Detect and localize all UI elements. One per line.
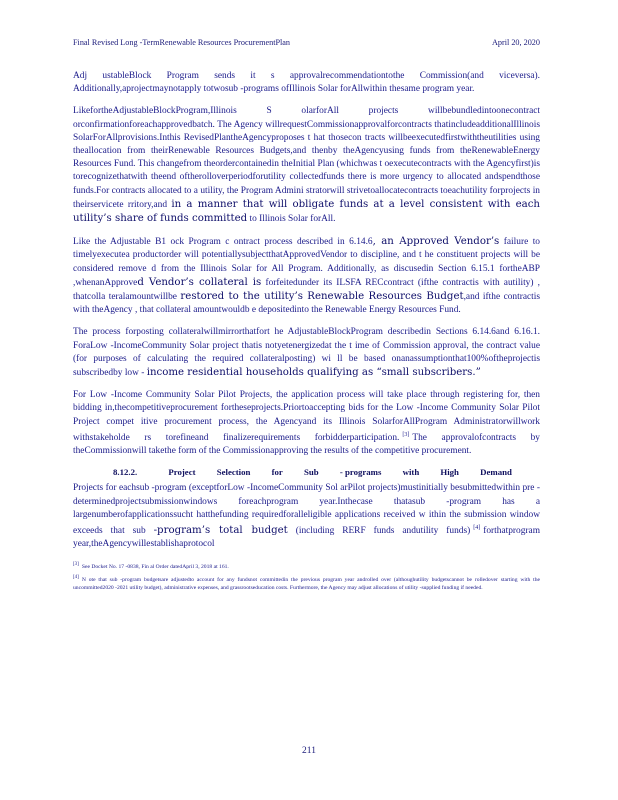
- heading-word: Project: [168, 467, 196, 478]
- heading-word: Selection: [216, 467, 251, 478]
- paragraph-6-text-b: (including RERF funds andutility funds): [295, 526, 471, 537]
- paragraph-5-text-a: For Low -Income Community Solar Pilot Projects, the application process will take place through registering for, then bidding in,thecompetitiveprocurement fortheseprojects.Priortoaccepting bids for the Low -Income Community Solar Pilot Project compet itive procurement process, the Agencyand its Illinois SolarforAllProgram Administratorwillwork withstakeholde rs torefineand finalizerequirements forbidderparticipation.: [73, 390, 540, 443]
- header-title: Final Revised Long -TermRenewable Resources ProcurementPlan: [73, 38, 291, 47]
- footnote-3-text: See Docket No. 17 -0838, Fin al Order datedApril 3, 2018 at 161.: [81, 563, 229, 570]
- heading-word: Sub: [303, 467, 319, 478]
- paragraph-2-large-text: in a manner that will obligate funds at a level consistent with each utility’s share of funds committed: [73, 198, 540, 225]
- footnote-ref-3[interactable]: [3]: [402, 431, 410, 438]
- paragraph-3-text-a: Like the Adjustable B1 ock Program c ontract process described in 6.14.6: [73, 237, 373, 248]
- running-header: [73, 38, 540, 47]
- footnote-3: [73, 561, 540, 571]
- paragraph-3-large-b: d Vendor’s collateral is: [137, 276, 262, 288]
- heading-word: for: [271, 467, 283, 478]
- paragraph-5: [73, 389, 540, 458]
- paragraph-4-large-text: income residential households qualifying as “small subscribers.”: [146, 367, 481, 379]
- section-heading: [73, 467, 540, 477]
- paragraph-2-tail: to Illinois Solar forAll.: [249, 214, 336, 225]
- footnote-4-text: N ote that sub -program budgetsare adjustedto account for any fundsnot committedin the previous program year androlled over (althoughutility budgetscannot be rolledover starting with the uncommitted2020 -2021 utility budget), administrative expenses, and grassrootseducation costs. Furthermore, the Agency may adjust allocations of utility -supplied funding if needed.: [73, 577, 540, 592]
- paragraph-4: [73, 326, 540, 380]
- paragraph-6: [73, 482, 540, 551]
- section-number: 8.12.2.: [113, 467, 138, 478]
- paragraph-4-text: The process forposting collateralwillmirrorthatfort he AdjustableBlockProgram describedin Sections 6.14.6and 6.16.1. ForaLow -IncomeCommunity Solar project thatis notyetenergizedat the t ime of Commission approval, the contract value (for purposes of calculating the required collateralposting) wi ll be based onanassumptionthat100%oftheprojectis subscribedby low -: [73, 327, 540, 379]
- heading-word: with: [402, 467, 420, 478]
- paragraph-3-text-b: failure to timelyexecutea productorder will potentiallysubjectthatApprovedVendor to discipline, and t he constituent projects will be considered remove d from the Illinois Solar for All Program. Additionally, as discusedin Section 6.15.1 fortheABP ,whenanApprove: [73, 237, 540, 288]
- header-date: April 20, 2020: [492, 38, 540, 47]
- paragraph-3-text-d: ,and ifthe contractis with theAgency , that collateral amountwouldb e depositedinto the Renewable Energy Resources Fund.: [73, 292, 541, 316]
- paragraph-2: [73, 105, 540, 226]
- heading-word: Demand: [480, 467, 512, 478]
- body-content: [73, 70, 540, 596]
- paragraph-6-text-c: forthatprogram year,theAgencywillestablishaprotocol: [73, 526, 540, 550]
- paragraph-2-text: LikefortheAdjustableBlockProgram,Illinois S olarforAll projects willbebundledintoonecontract orconfirmationforeachapprovedbatch. The Agency willrequestCommissionapprovalforcontracts thatincludeadditionalIllinois SolarForAllprovisions.Inthis RevisedPlantheAgencyproposes t hat thosecon tracts willbeexecutedfirstwiththeutilities using theallocation from theirRenewable Resources Budgets,and thenby theAgencyusing funds from theRenewableEnergy Resources Fund. This changefrom theordercontainedin theInitial Plan (whichwas t oexecutecontracts with the Agencyfirst)is torecognizethatwith theend oftherolloverperiodforutility collectedfunds there is more urgency to allocated andspendthose funds.For contracts allocated to a utility, the Program Admini stratorwill strivetoallocatecontracts toeachutility forprojects in theirservicete rritory,and: [73, 106, 540, 210]
- page-number: 211: [302, 746, 316, 756]
- paragraph-3-text-c: forfeitedunder its ILSFA RECcontract (ifthe contractis with autility) , thatcolla teralamountwillbe: [73, 277, 540, 303]
- paragraph-3-large-c: restored to the utility’s Renewable Resources Budget: [180, 291, 464, 303]
- paragraph-3-large-a: , an Approved Vendor’s: [372, 236, 500, 248]
- footnote-3-mark: [3]: [73, 561, 79, 567]
- paragraph-6-text-a: Projects for eachsub -program (exceptforLow -IncomeCommunity Sol arPilot projects)mustinitially besubmittedwithin pre -determinedprojectsubmissionwindows foreachprogram year.Inthecase thatasub -program has a largenumberofapplicationssucht hatthefunding requiredforalleligible applications received w ithin the submission window exceeds that sub: [73, 483, 540, 537]
- paragraph-5-text-b: The approvalofcontracts by theCommissionwill takethe form of the Commissionapproving the results of the competitive procurement.: [73, 433, 540, 457]
- footnote-4: [73, 574, 540, 592]
- footnote-4-mark: [4]: [73, 575, 79, 581]
- footnote-ref-4[interactable]: [4]: [473, 525, 481, 532]
- heading-word: - programs: [339, 467, 382, 478]
- paragraph-3: [73, 235, 540, 317]
- paragraph-1: Adj ustableBlock Program sends it s approvalrecommendationtothe Commission(and viceversa). Additionally,aprojectmaynotapply totwosub -programs ofIllinois Solar forAllwithin thesame program year.: [73, 71, 540, 95]
- paragraph-6-large-text: -program’s total budget: [153, 525, 288, 537]
- heading-word: High: [440, 467, 459, 478]
